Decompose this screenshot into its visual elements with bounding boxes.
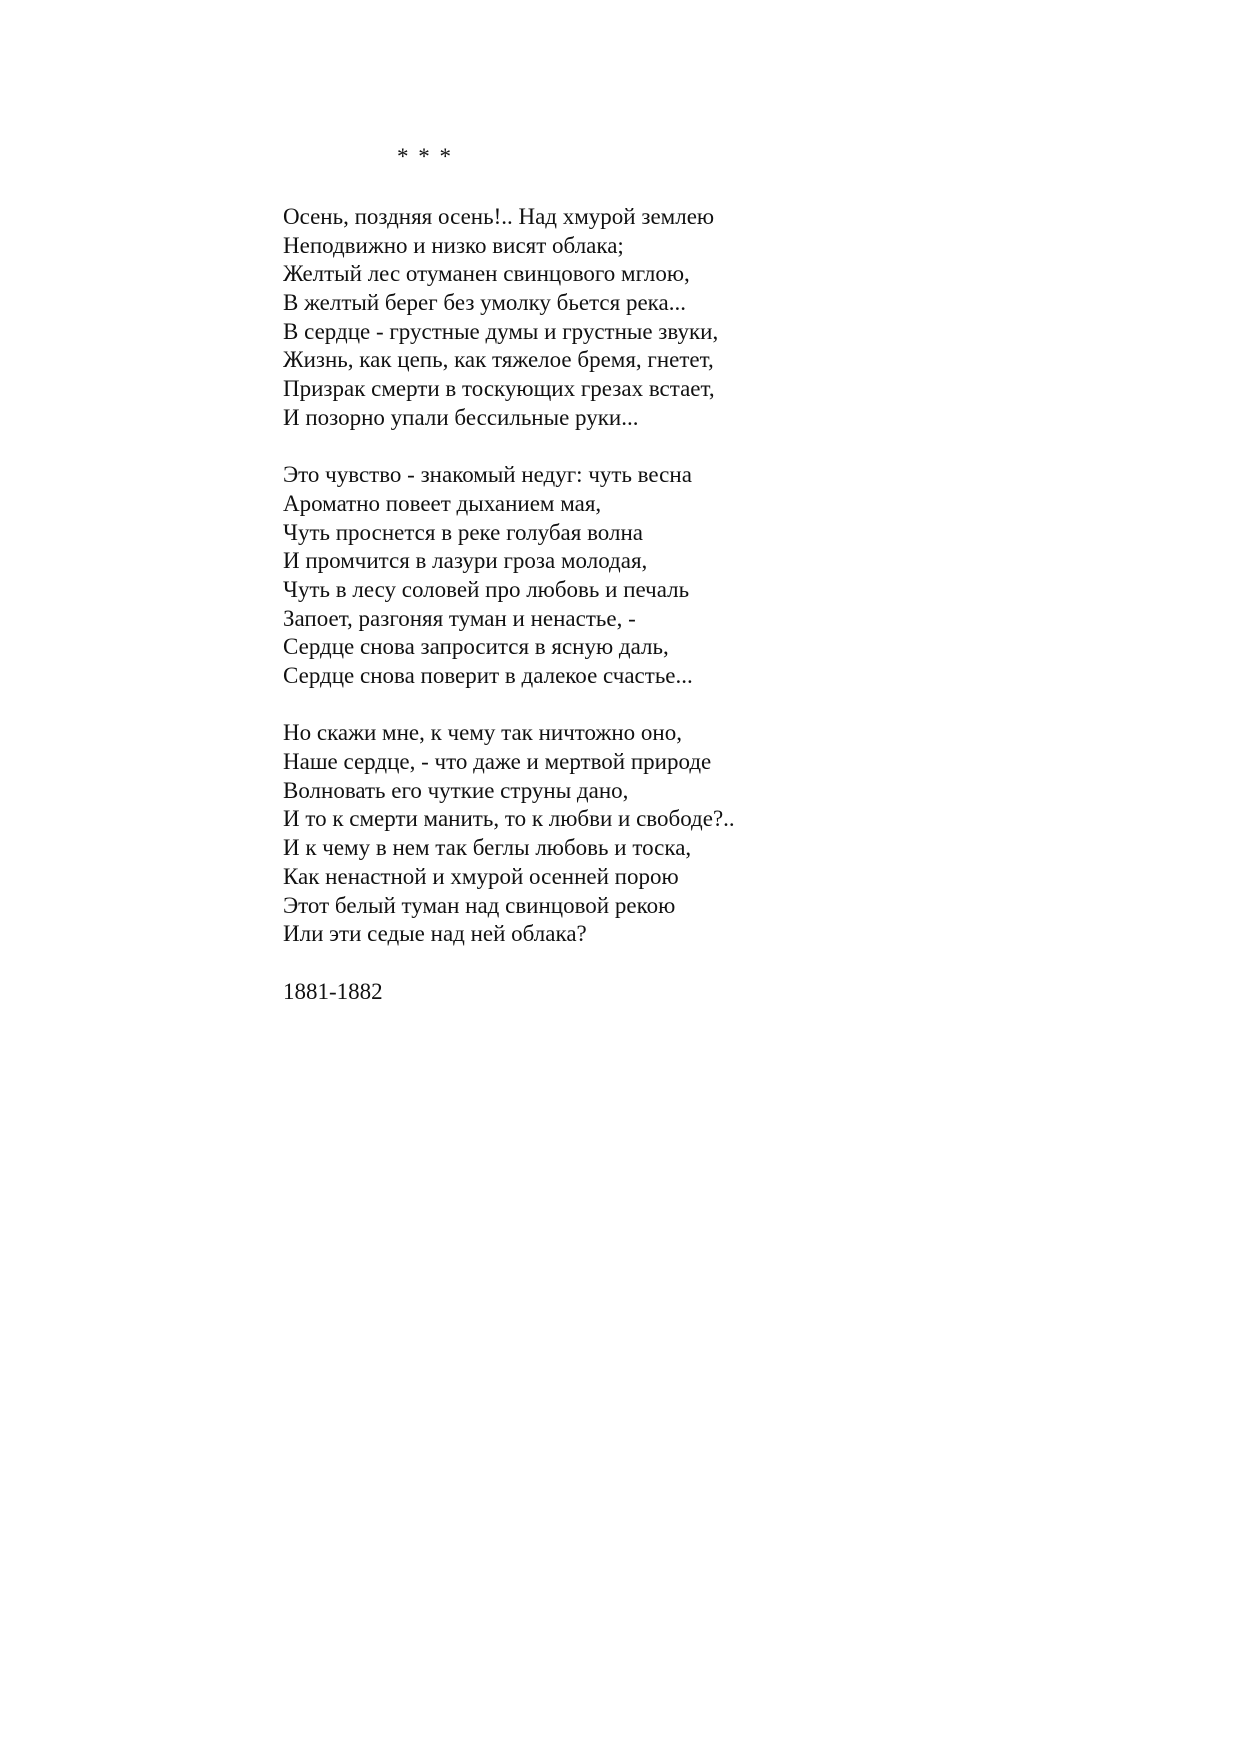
poem-line: И то к смерти манить, то к любви и свободе?.. [283,806,735,832]
poem-line: Запоет, разгоняя туман и ненастье, - [283,605,636,631]
poem-line: Жизнь, как цепь, как тяжелое бремя, гнетет, [283,347,714,373]
poem-line: Ароматно повеет дыханием мая, [283,490,602,516]
poem-line: Наше сердце, - что даже и мертвой природе [283,749,712,775]
poem-line: И к чему в нем так беглы любовь и тоска, [283,835,692,861]
poem-line: Чуть проснется в реке голубая волна [283,519,643,545]
poem-line: В сердце - грустные думы и грустные звуки, [283,318,719,344]
stanza [283,461,1183,691]
poem-line: Волновать его чуткие струны дано, [283,777,629,803]
poem-line: И позорно упали бессильные руки... [283,404,639,430]
poem-line: Это чувство - знакомый недуг: чуть весна [283,462,692,488]
poem-line: Осень, поздняя осень!.. Над хмурой землею [283,204,715,229]
poem-line: Сердце снова запросится в ясную даль, [283,634,669,660]
poem-date: 1881-1882 [283,978,383,1004]
poem-line: Этот белый туман над свинцовой рекою [283,892,676,918]
poem-line: Или эти седые над ней облака? [283,921,587,947]
poem-line: Чуть в лесу соловей про любовь и печаль [283,576,690,602]
stanza [283,203,1183,433]
section-heading: * * * [397,144,453,169]
poem-line: Как ненастной и хмурой осенней порою [283,863,679,889]
stanza [283,719,1183,949]
poem-line: В желтый берег без умолку бьется река... [283,290,686,316]
poem-line: Желтый лес отуманен свинцового мглою, [283,261,690,287]
poem-body [283,203,1183,1006]
poem-line: Призрак смерти в тоскующих грезах встает, [283,376,715,402]
poem-line: И промчится в лазури гроза молодая, [283,548,648,574]
poem-line: Но скажи мне, к чему так ничтожно оно, [283,720,682,746]
poem-line: Неподвижно и низко висят облака; [283,232,624,258]
poem-line: Сердце снова поверит в далекое счастье... [283,663,693,688]
